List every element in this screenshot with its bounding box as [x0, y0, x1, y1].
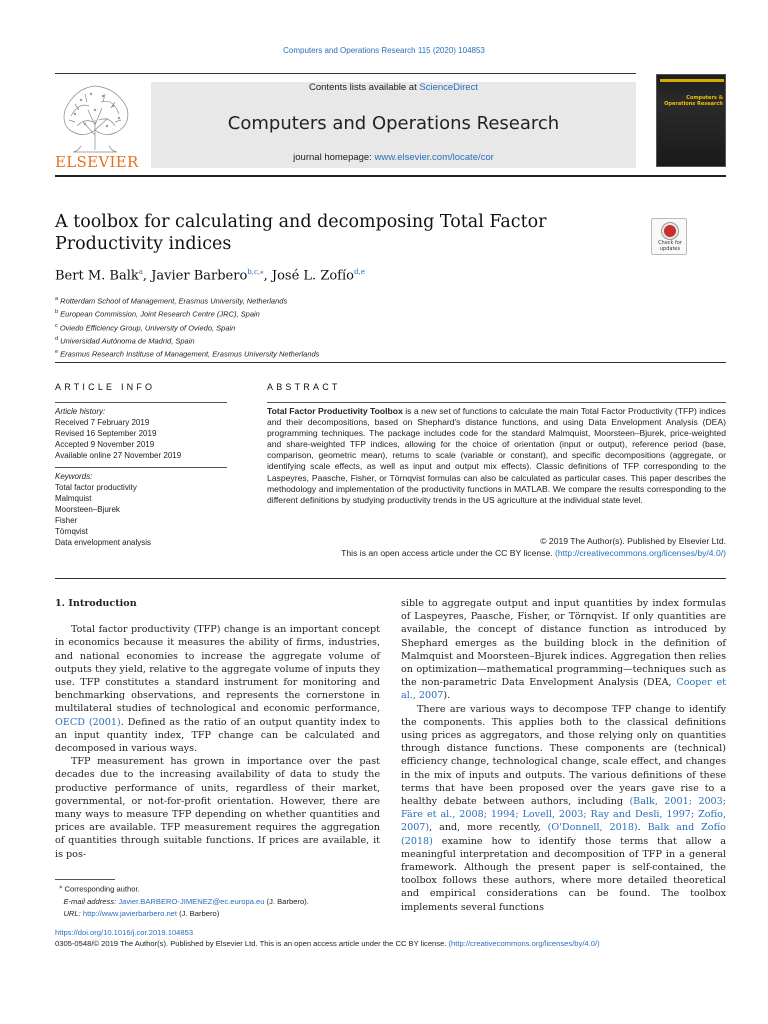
author-list: Bert M. Balk$^a$, Javier Barbero$^{b,c,⁎}$, José L. Zofío$^{d,e}$: [55, 268, 365, 284]
url-label: URL:: [63, 908, 81, 918]
citation-link[interactable]: Cooper et al., 2007: [401, 677, 726, 702]
history-item: Accepted 9 November 2019: [55, 440, 155, 449]
paragraph: [401, 597, 726, 703]
keywords: [55, 471, 235, 548]
abstract-rule: [267, 402, 726, 403]
paragraph-text: There are various ways to decompose TFP change to identify the components. This applies both to the classical definitions using prices as aggregators, and those relying only on quantities through distance functions. These components are (technical) efficiency change, technological change, scale effect, and changes in the mix of inputs and outputs. The various definitions of these terms that have been proposed over the years gave rise to a healthy debate between authors, including: [401, 703, 726, 808]
body-rule: [55, 578, 726, 579]
author-name[interactable]: José L. Zofío: [271, 268, 354, 284]
issn-license-link[interactable]: (http://creativecommons.org/licenses/by/4.0/): [448, 939, 600, 948]
affiliation: [55, 321, 655, 334]
keyword: Moorsteen–Bjurek: [55, 505, 120, 514]
sciencedirect-link[interactable]: ScienceDirect: [419, 82, 478, 93]
contents-prefix: Contents lists available at: [309, 82, 420, 93]
section-rule: [55, 362, 726, 363]
affiliation-mark: d: [55, 335, 59, 342]
license-link[interactable]: (http://creativecommons.org/licenses/by/4.0/): [555, 548, 726, 558]
keywords-label: Keywords:: [55, 472, 93, 481]
corresponding-author-note: ⁎ Corresponding author.: [59, 883, 140, 894]
url-link[interactable]: http://www.javierbarbero.net: [82, 908, 178, 918]
masthead-bottom-rule: [55, 175, 726, 177]
keyword: Malmquist: [55, 494, 92, 503]
abstract-end: . We compare the results corresponding to the different definitions by studying productivity trends in the US agriculture at the individual state level.: [267, 483, 726, 505]
footnotes: [55, 881, 380, 920]
journal-reference[interactable]: Computers and Operations Research 115 (2020) 104853: [283, 46, 485, 55]
affiliation-mark: e: [55, 349, 59, 356]
license-prefix: This is an open access article under the CC BY license.: [341, 548, 555, 558]
paragraph-text: , and, more recently,: [429, 822, 548, 834]
keyword: Data envelopment analysis: [55, 538, 152, 547]
keyword: Total factor productivity: [55, 483, 137, 492]
citation-link[interactable]: (Balk, 2001; 2003; Färe et al., 2008; 1994; Lovell, 2003; Ray and Desli, 1997; Zofío, 2007): [401, 796, 726, 834]
article-info-rule: [55, 402, 227, 403]
paragraph-text: sible to aggregate output and input quantities by index formulas of Laspeyres, Paasche, Fisher, or Törnqvist. If only quantities are available, the concept of distance function as introduced by Shephard emerges as the building block in the definition of Malmquist and Moorsteen–Bjurek indices. Aggregation then relies on optimization—mathematical programming—techniques such as the non-parametric Data Envelopment Analysis (DEA,: [401, 598, 726, 689]
affiliation: [55, 347, 655, 360]
affiliation: [55, 294, 655, 307]
affiliation-mark: a: [55, 296, 59, 302]
affiliation-mark: b: [55, 309, 59, 316]
check-updates-icon: [662, 223, 678, 239]
affiliations: [55, 294, 655, 360]
citation-link[interactable]: (O'Donnell, 2018): [547, 822, 638, 834]
contents-line: [151, 82, 636, 93]
copyright-line: © 2019 The Author(s). Published by Elsevier Ltd.: [540, 536, 726, 546]
email-label: E-mail address:: [63, 896, 117, 906]
author-name[interactable]: Javier Barbero: [151, 268, 248, 284]
email-note: [55, 896, 380, 908]
affiliation: [55, 307, 655, 320]
elsevier-wordmark: ELSEVIER: [55, 153, 139, 171]
homepage-link[interactable]: www.elsevier.com/locate/cor: [374, 152, 494, 163]
affiliation: [55, 334, 655, 347]
license-line: [267, 548, 726, 558]
journal-name: Computers and Operations Research: [227, 113, 560, 134]
footnote-rule: [55, 879, 115, 880]
footnote-text: (J. Barbero): [179, 908, 220, 918]
keyword: Fisher: [55, 516, 78, 525]
author-affiliation-mark[interactable]: a: [138, 268, 143, 276]
paragraph-text: . Defined as the ratio of an output quantity index to an input quantity index, TFP change can be calculated and decomposed in various ways.: [55, 716, 380, 755]
affiliation-text: Rotterdam School of Management, Erasmus University, Netherlands: [60, 296, 288, 306]
article-info-heading: ARTICLE INFO: [55, 382, 156, 392]
abstract-heading: ABSTRACT: [267, 382, 341, 392]
author-affiliation-mark[interactable]: d,e: [353, 268, 365, 276]
cover-title: Computers & Operations Research: [664, 95, 723, 107]
author-name[interactable]: Bert M. Balk: [55, 268, 139, 284]
cover-stripe: [660, 79, 724, 82]
journal-cover-thumbnail[interactable]: [656, 74, 726, 167]
paragraph: [55, 623, 380, 755]
article-history: [55, 406, 235, 461]
keywords-rule: [55, 467, 227, 468]
paragraph: [401, 703, 726, 914]
affiliation-text: Erasmus Research Instituse of Management, Erasmus University Netherlands: [60, 349, 320, 359]
masthead-top-rule: [55, 73, 636, 74]
citation-link[interactable]: OECD (2001): [55, 716, 121, 728]
article-title: A toolbox for calculating and decomposing Total Factor Productivity indices: [55, 212, 547, 254]
body-column-left: [55, 597, 380, 861]
footnote-text: (J. Barbero).: [266, 896, 309, 906]
paragraph-text: ).: [443, 690, 451, 702]
history-label: Article history:: [55, 407, 106, 416]
paragraph-text: Total factor productivity (TFP) change is an important concept in economics because it measures the ability of firms, industries, and national economies to increase the aggregate volume of outputs they yield, relative to the aggregate volume of inputs they use. TFP constitutes a standard instrument for monitoring and benchmarking observations, and represents the cornerstone in multilateral studies of technological and economic performance,: [55, 624, 380, 715]
history-item: Revised 16 September 2019: [55, 429, 157, 438]
section-heading-introduction: 1. Introduction: [55, 598, 137, 609]
affiliation-text: European Commission, Joint Research Centre (JRC), Spain: [60, 309, 260, 319]
issn-text: 0305-0548/© 2019 The Author(s). Published by Elsevier Ltd. This is an open access article under the CC BY license.: [55, 939, 449, 948]
homepage-line: [151, 152, 636, 163]
history-item: Received 7 February 2019: [55, 418, 150, 427]
keyword: Törnqvist: [55, 527, 88, 536]
abstract-lead: Total Factor Productivity Toolbox: [267, 406, 403, 416]
paragraph-text: examine how to identify those terms that allow a meaningful interpretation and decomposition of TFP in a general framework. Although the present paper is self-contained, the toolbox follows these authors, where more detailed theoretical and empirical considerations can be found. The toolbox implements several functions: [401, 835, 726, 913]
abstract-body: is a new set of functions to calculate the main Total Factor Productivity (TFP) indices and their decompositions, based on Shephard's distance functions, and using Data Envelopment Analysis (DEA) programming techniques. The package includes code for the standard Malmquist, Moorsteen–Bjurek, price-weighted and share-weighted TFP indices, allowing for the choice of orientation (input or output), reference period (base, comparison, geometric mean), returns to scale (variable or constant), and specific decompositions (aggregate, or identifying scale effects, as well as input and output mix effects). Classic definitions of TFP corresponding to the Laspeyres, Paasche, Fisher, or Törnqvist formulas can also be calculated as particular cases. This paper describes the methodology and implementation of the productivity functions in: [267, 406, 726, 494]
affiliation-mark: c: [55, 322, 58, 329]
history-item: Available online 27 November 2019: [55, 451, 182, 460]
email-link[interactable]: Javier.BARBERO-JIMENEZ@ec.europa.eu: [118, 896, 265, 906]
affiliation-text: Oviedo Efficiency Group, University of Oviedo, Spain: [59, 323, 236, 333]
check-updates-label: Check for updates: [658, 240, 682, 252]
issn-line: [55, 939, 600, 948]
footnote-text: Corresponding author.: [64, 884, 140, 894]
matlab-term: MATLAB: [514, 483, 548, 494]
doi-link[interactable]: https://doi.org/10.1016/j.cor.2019.104853: [55, 928, 194, 937]
paragraph: TFP measurement has grown in importance over the past decades due to the increasing availability of data to study the productive performance of units, regardless of their market, governmental, or not-for-profit orientation. However, there are many ways to measure TFP depending on whether quantities and prices are available. TFP measurement requires the aggregation of quantities through suitable functions. If prices are available, it is pos-: [55, 756, 380, 860]
url-note: [55, 908, 380, 920]
paragraph-text: .: [637, 822, 648, 834]
affiliation-text: Universidad Autónoma de Madrid, Spain: [60, 336, 195, 346]
body-column-right: [401, 597, 726, 914]
homepage-prefix: journal homepage:: [293, 152, 375, 163]
abstract-text: [267, 406, 726, 506]
check-for-updates-button[interactable]: [651, 218, 687, 255]
author-affiliation-mark[interactable]: b,c,⁎: [247, 268, 264, 276]
citation-link[interactable]: Balk and Zofío (2018): [401, 822, 726, 847]
